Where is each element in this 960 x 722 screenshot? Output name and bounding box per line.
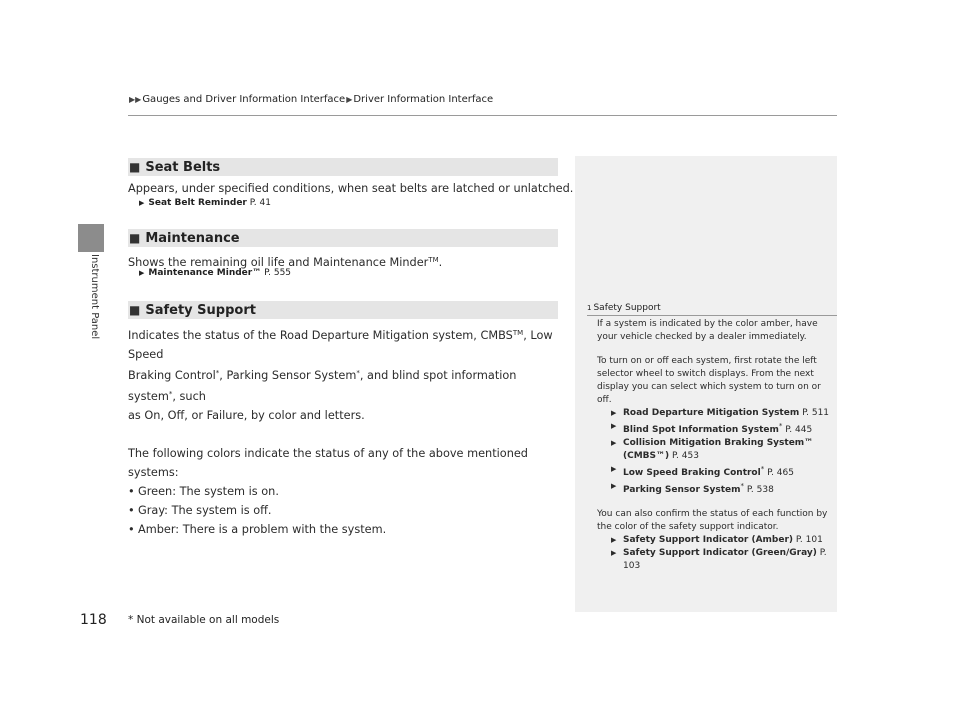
ref-text [623,480,774,497]
ref-text [623,420,812,437]
ref-page: P. 465 [764,468,794,478]
section-safety-support-heading [128,301,558,319]
breadcrumb [128,94,493,105]
ref-text [623,407,829,420]
text-run: , Parking Sensor System [219,369,357,382]
ref-label: Parking Sensor System [623,485,741,495]
ref-page: P. 445 [782,425,813,435]
text-line: The following colors indicate the status of any of the above mentioned systems: [128,447,528,479]
arrow-right-icon: ▶ [611,482,617,490]
text-line: as On, Off, or Failure, by color and letters. [128,409,365,422]
period: . [438,256,443,269]
paragraph-gap [128,425,560,444]
asterisk-mark: * [168,390,173,398]
asterisk-mark: * [356,369,360,377]
text-run: Braking Control [128,369,216,382]
note-title: Safety Support [593,303,661,313]
list-item-text: Amber: There is a problem with the system. [138,523,387,536]
square-bullet-icon: ■ [129,160,141,174]
ref-label: Collision Mitigation Braking System™ (CMBS™) [623,438,814,461]
footnote: * Not available on all models [128,614,280,626]
note-ref-list [597,407,833,497]
ref-page: P. 555 [264,268,292,278]
bullet-icon: • [128,485,135,498]
asterisk-mark: * [215,369,220,377]
arrow-right-icon: ▶ [139,269,145,277]
arrow-right-icon: ▶ [139,199,145,207]
ref-text [623,534,823,547]
bullet-icon: • [128,504,135,517]
ref-page: P. 538 [744,485,774,495]
double-arrow-icon: ▶▶ [129,95,142,104]
status-color-list [128,482,560,539]
note-paragraph: If a system is indicated by the color amber, have your vehicle checked by a dealer immediately. [597,319,818,342]
ref-label: Safety Support Indicator (Amber) [623,535,794,545]
asterisk-mark: * [740,482,745,490]
note-ref-link[interactable] [597,547,833,573]
text-line [128,324,560,364]
section-title: Seat Belts [145,159,221,175]
ref-page: P. 103 [623,548,827,571]
ref-label: Safety Support Indicator (Green/Gray) [623,548,817,558]
arrow-right-icon: ▶ [611,422,617,430]
text-line [128,364,560,406]
text-run: , such [172,390,206,403]
ref-label: Maintenance Minder™ [148,268,262,278]
ref-text [623,437,833,463]
note-ref-link[interactable] [597,407,833,420]
bullet-icon: • [128,523,135,536]
ref-page: P. 41 [249,198,271,208]
note-ref-link[interactable] [597,480,833,497]
list-item [128,520,560,539]
breadcrumb-driver-info[interactable]: Driver Information Interface [353,94,494,105]
ref-page: P. 453 [669,451,699,461]
trademark-mark: TM [512,329,524,337]
section-title: Safety Support [145,302,256,318]
ref-label: Low Speed Braking Control [623,468,761,478]
page-number: 118 [80,612,107,628]
note-ref-link[interactable] [597,420,833,437]
square-bullet-icon: ■ [129,231,141,245]
arrow-right-icon: ▶ [611,536,617,544]
arrow-right-icon: ▶ [611,439,617,447]
seat-belts-text: Appears, under specified conditions, when seat belts are latched or unlatched. [128,182,574,195]
asterisk-mark: * [778,422,783,430]
text-run: Indicates the status of the Road Departure Mitigation system, CMBS [128,329,513,342]
list-item [128,482,560,501]
note-heading [587,301,837,316]
list-item [128,501,560,520]
ref-label: Seat Belt Reminder [148,198,247,208]
note-body [597,318,833,573]
arrow-right-icon: ▶ [611,465,617,473]
ref-page: P. 101 [793,535,823,545]
list-item-text: Gray: The system is off. [138,504,272,517]
section-title: Maintenance [145,230,240,246]
chapter-label: Instrument Panel [89,254,100,340]
chapter-tab [78,224,104,252]
square-bullet-icon: ■ [129,303,141,317]
seat-belt-reminder-ref[interactable] [139,198,271,208]
asterisk-mark: * [760,465,765,473]
ref-label: Blind Spot Information System [623,425,779,435]
ref-text [623,463,794,480]
ref-page: P. 511 [799,408,830,418]
safety-support-text [128,324,560,539]
note-ref-link[interactable] [597,534,833,547]
arrow-right-icon: ▶ [611,409,617,417]
note-ref-link[interactable] [597,437,833,463]
trademark-mark: TM [428,256,439,264]
section-seat-belts-heading [128,158,558,176]
ref-text [623,547,833,573]
note-ref-link[interactable] [597,463,833,480]
arrow-right-icon: ▶ [346,95,353,104]
text-run: , Low Speed [128,329,553,361]
ref-label: Road Departure Mitigation System [623,408,800,418]
note-paragraph: You can also confirm the status of each function by the color of the safety support indicator. [597,509,828,532]
note-number-icon: 1 [587,304,592,312]
arrow-right-icon: ▶ [611,549,617,557]
maintenance-text-main: Shows the remaining oil life and Maintenance Minder [128,256,429,269]
breadcrumb-gauges[interactable]: Gauges and Driver Information Interface [142,94,346,105]
note-paragraph: To turn on or off each system, first rotate the left selector wheel to switch displays. From the next display you can select which system to turn on or off. [597,356,821,405]
header-divider [128,115,837,116]
maintenance-minder-ref[interactable] [139,268,291,278]
section-maintenance-heading [128,229,558,247]
note-ref-list [597,534,833,573]
list-item-text: Green: The system is on. [138,485,279,498]
text-run: , and blind spot information system [128,369,517,403]
